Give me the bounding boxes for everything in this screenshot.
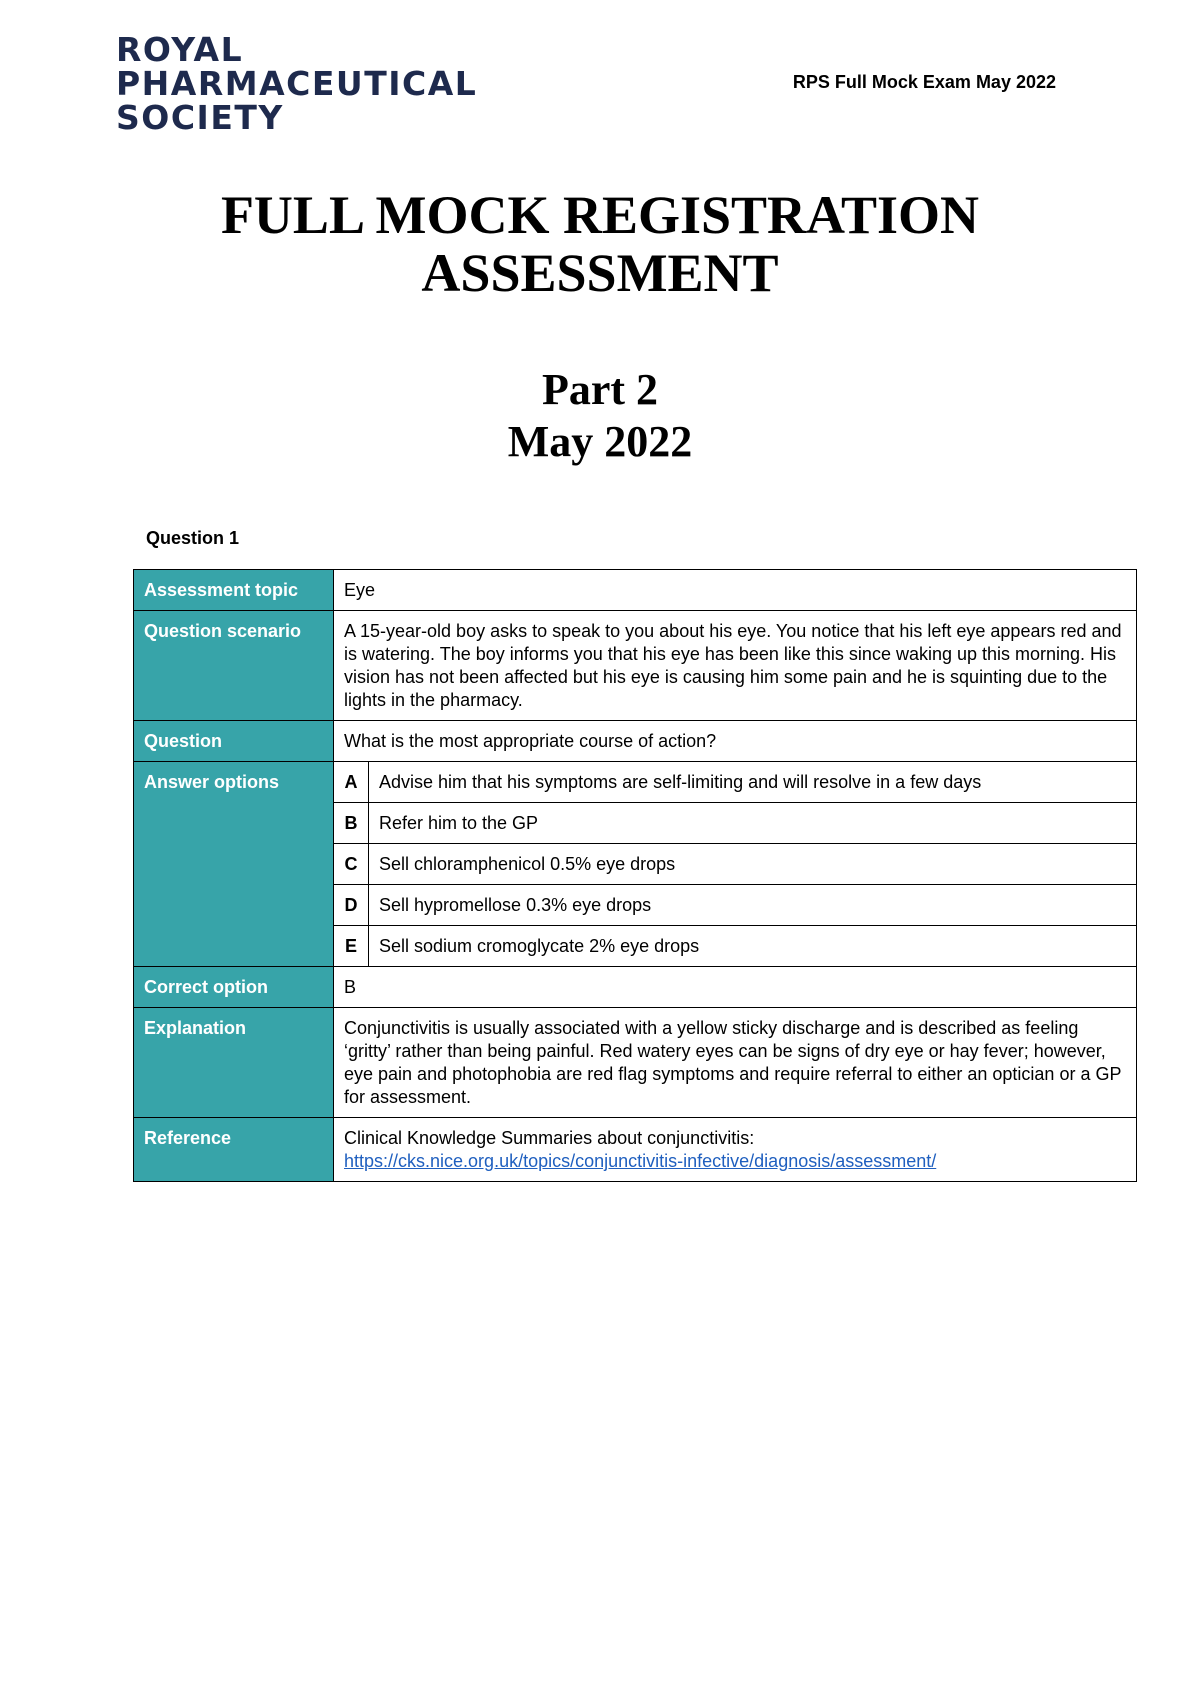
reference-link[interactable]: https://cks.nice.org.uk/topics/conjunctivitis-infective/diagnosis/assessment/	[344, 1151, 937, 1171]
option-text: Sell sodium cromoglycate 2% eye drops	[369, 926, 1137, 967]
header-exam-label: RPS Full Mock Exam May 2022	[792, 72, 1056, 92]
option-text: Sell hypromellose 0.3% eye drops	[369, 885, 1137, 926]
answer-option-row	[134, 762, 1137, 803]
scenario-value: A 15-year-old boy asks to speak to you about his eye. You notice that his left eye appears red and is watering. The boy informs you that his eye has been like this since waking up this morning. His vision has not been affected but his eye is causing him some pain and he is squinting due to the lights in the pharmacy.	[334, 611, 1137, 721]
title-line: ASSESSMENT	[421, 243, 779, 303]
option-letter: B	[334, 803, 369, 844]
option-letter: E	[334, 926, 369, 967]
row-label: Reference	[134, 1118, 334, 1182]
option-letter: C	[334, 844, 369, 885]
row-label: Correct option	[134, 967, 334, 1008]
subtitle-line: Part 2	[541, 365, 659, 414]
table-row	[134, 570, 1137, 611]
row-label: Question	[134, 721, 334, 762]
document-subtitle	[0, 364, 1200, 468]
logo-line: PHARMACEUTICAL	[116, 64, 478, 103]
correct-option-value: B	[334, 967, 1137, 1008]
question-table	[133, 569, 1137, 1182]
assessment-topic-value: Eye	[334, 570, 1137, 611]
option-text: Refer him to the GP	[369, 803, 1137, 844]
option-text: Sell chloramphenicol 0.5% eye drops	[369, 844, 1137, 885]
document-title	[0, 186, 1200, 302]
rps-logo	[116, 30, 478, 137]
option-letter: A	[334, 762, 369, 803]
title-line: FULL MOCK REGISTRATION	[220, 185, 980, 245]
table-row	[134, 611, 1137, 721]
reference-text: Clinical Knowledge Summaries about conjunctivitis:	[344, 1128, 755, 1148]
row-label: Question scenario	[134, 611, 334, 721]
table-row	[134, 721, 1137, 762]
table-row	[134, 1008, 1137, 1118]
row-label: Assessment topic	[134, 570, 334, 611]
row-label: Answer options	[134, 762, 334, 967]
table-row	[134, 1118, 1137, 1182]
explanation-value: Conjunctivitis is usually associated with a yellow sticky discharge and is described as feeling ‘gritty’ rather than being painful. Red watery eyes can be signs of dry eye or hay fever; however, eye pain and photophobia are red flag symptoms and require referral to either an optician or a GP for assessment.	[334, 1008, 1137, 1118]
logo-line: ROYAL	[116, 30, 244, 69]
table-row	[134, 967, 1137, 1008]
option-letter: D	[334, 885, 369, 926]
logo-line: SOCIETY	[116, 98, 284, 137]
option-text: Advise him that his symptoms are self-limiting and will resolve in a few days	[369, 762, 1137, 803]
row-label: Explanation	[134, 1008, 334, 1118]
reference-value	[334, 1118, 1137, 1182]
question-number: Question 1	[146, 528, 240, 548]
question-value: What is the most appropriate course of action?	[334, 721, 1137, 762]
subtitle-line: May 2022	[507, 417, 693, 466]
